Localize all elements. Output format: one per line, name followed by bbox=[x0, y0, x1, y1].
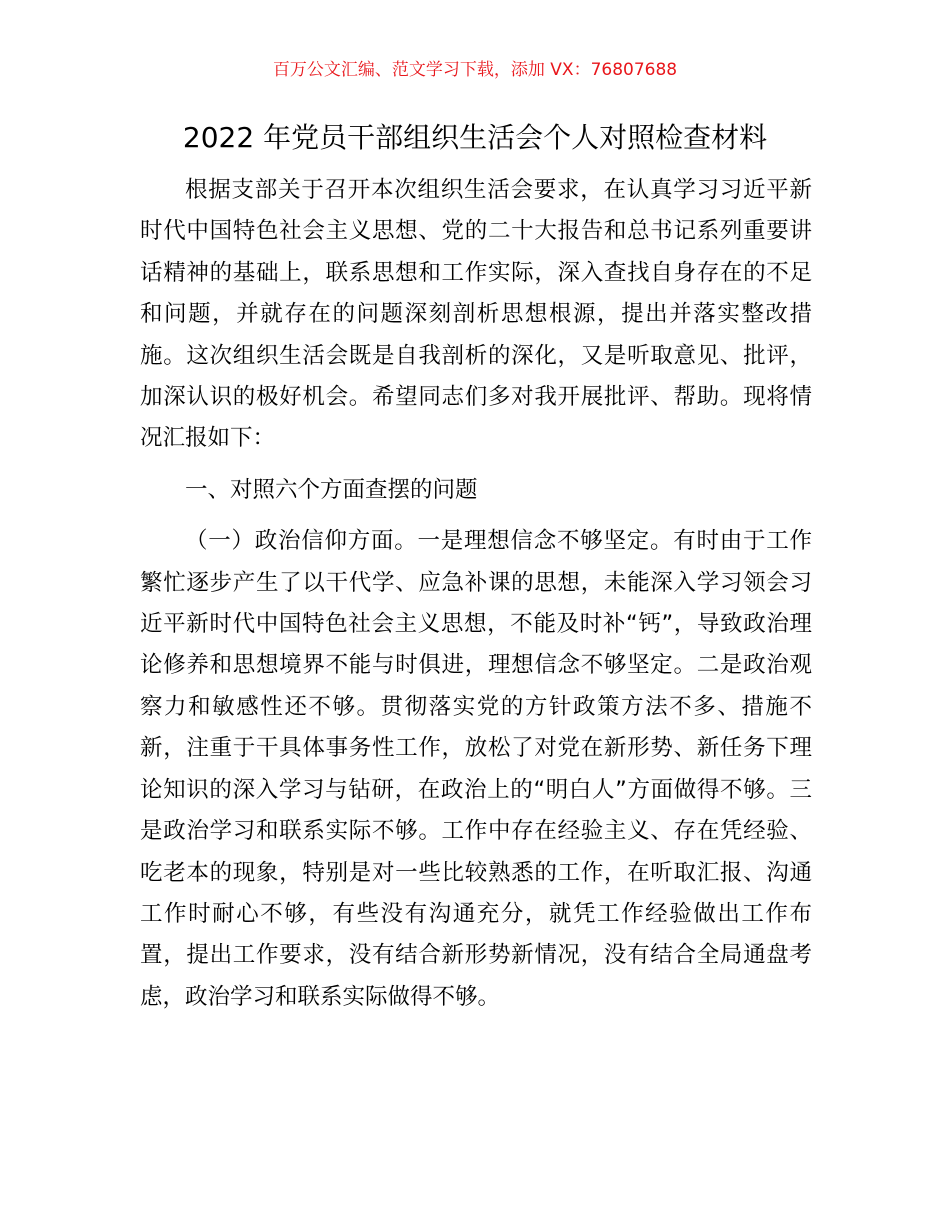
section-heading: 一、对照六个方面查摆的问题 bbox=[185, 476, 478, 503]
document-body bbox=[140, 170, 812, 1018]
header-promo-note: 百万公文汇编、范文学习下载，添加 VX：76807688 bbox=[272, 60, 678, 80]
section-paragraph: （一）政治信仰方面。一是理想信念不够坚定。有时由于工作繁忙逐步产生了以干代学、应急补课的思想，未能深入学习领会习近平新时代中国特色社会主义思想，不能及时补“钙”，导致政治理论修养和思想境界不能与时俱进，理想信念不够坚定。二是政治观察力和敏感性还不够。贯彻落实党的方针政策方法不多、措施不新，注重于干具体事务性工作，放松了对党在新形势、新任务下理论知识的深入学习与钻研，在政治上的“明白人”方面做得不够。三是政治学习和联系实际不够。工作中存在经验主义、存在凭经验、吃老本的现象，特别是对一些比较熟悉的工作，在听取汇报、沟通工作时耐心不够，有些没有沟通充分，就凭工作经验做出工作布置，提出工作要求，没有结合新形势新情况，没有结合全局通盘考虑，政治学习和联系实际做得不够。 bbox=[140, 528, 812, 1010]
intro-paragraph: 根据支部关于召开本次组织生活会要求，在认真学习习近平新时代中国特色社会主义思想、党的二十大报告和总书记系列重要讲话精神的基础上，联系思想和工作实际，深入查找自身存在的不足和问题，并就存在的问题深刻剖析思想根源，提出并落实整改措施。这次组织生活会既是自我剖析的深化，又是听取意见、批评，加深认识的极好机会。希望同志们多对我开展批评、帮助。现将情况汇报如下： bbox=[140, 177, 812, 452]
document-title: 2022 年党员干部组织生活会个人对照检查材料 bbox=[182, 121, 768, 154]
